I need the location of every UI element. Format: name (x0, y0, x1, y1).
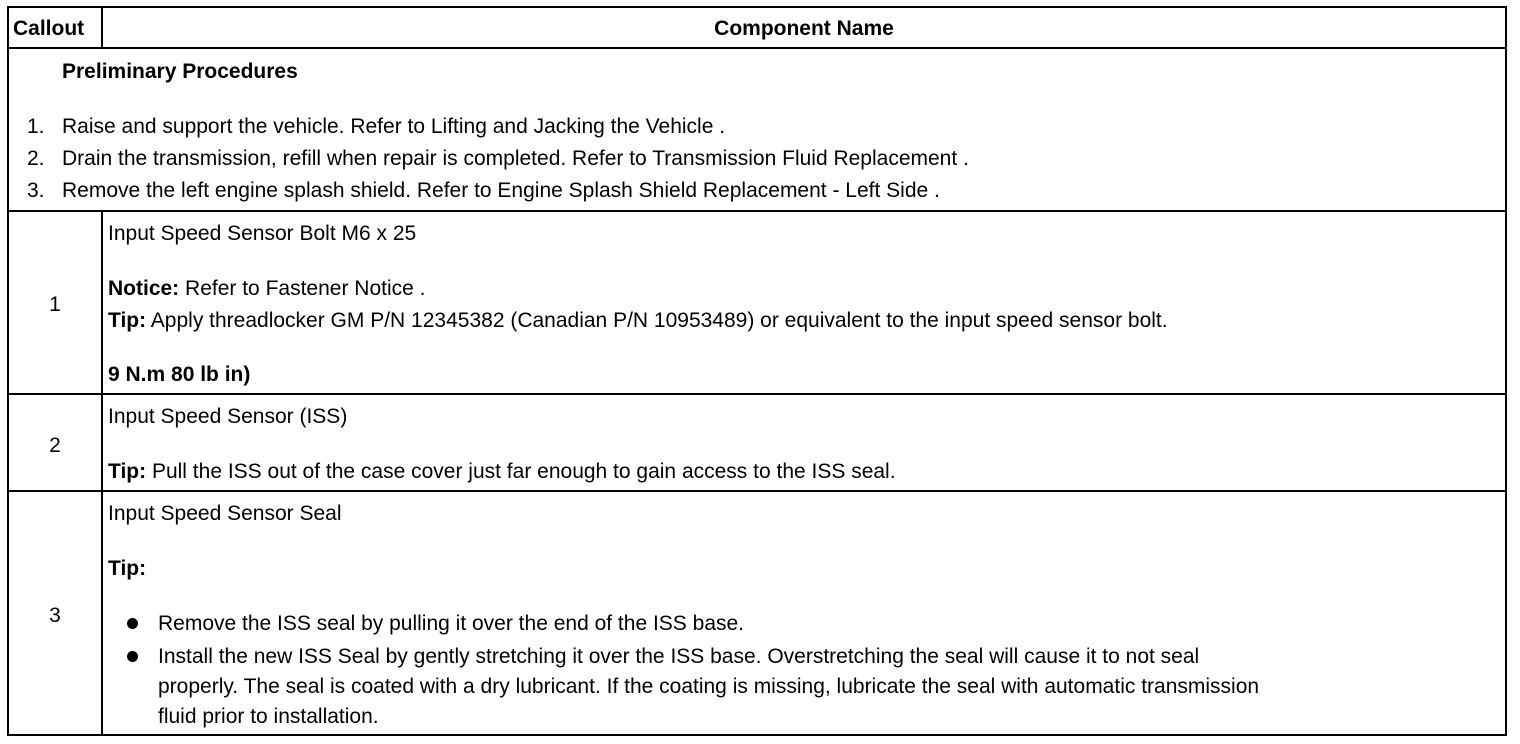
header-callout: Callout (13, 17, 85, 40)
bullet-text: properly. The seal is coated with a dry lubricant. If the coating is missing, lubricate the seal with automatic transmission (158, 675, 1260, 698)
callout-number: 2 (49, 434, 61, 457)
step-text: Raise and support the vehicle. Refer to Lifting and Jacking the Vehicle . (62, 115, 726, 138)
preliminary-title: Preliminary Procedures (62, 60, 298, 83)
component-name: Input Speed Sensor (ISS) (108, 405, 348, 428)
bullet-text: fluid prior to installation. (158, 705, 379, 728)
header-component-name: Component Name (714, 17, 894, 40)
tip-line (108, 461, 896, 482)
tip-label: Tip: (108, 460, 147, 483)
callout-number: 1 (49, 293, 61, 316)
bullet-text: Remove the ISS seal by pulling it over the end of the ISS base. (158, 612, 745, 635)
component-name: Input Speed Sensor Bolt M6 x 25 (108, 222, 417, 245)
tip-text: Apply threadlocker GM P/N 12345382 (Canadian P/N 10953489) or equivalent to the input speed sensor bolt. (150, 309, 1168, 332)
tip-label: Tip: (108, 309, 147, 332)
column-divider (101, 210, 103, 736)
bullet-icon (127, 651, 138, 662)
row-divider (7, 490, 1507, 492)
step-number: 3. (27, 179, 45, 202)
torque-spec: 9 N.m 80 lb in) (108, 363, 251, 386)
notice-label: Notice: (108, 277, 180, 300)
row-divider (7, 393, 1507, 395)
notice-line (108, 278, 425, 299)
step-number: 2. (27, 147, 45, 170)
bullet-icon (127, 618, 138, 629)
tip-line (108, 310, 1168, 331)
row-divider (7, 210, 1507, 212)
step-text: Drain the transmission, refill when repair is completed. Refer to Transmission Fluid Replacement . (62, 147, 969, 170)
tip-label: Tip: (108, 557, 147, 580)
step-number: 1. (27, 115, 45, 138)
bullet-text: Install the new ISS Seal by gently stretching it over the ISS base. Overstretching the seal will cause it to not seal (158, 645, 1200, 668)
tip-text: Pull the ISS out of the case cover just far enough to gain access to the ISS seal. (151, 460, 896, 483)
step-text: Remove the left engine splash shield. Refer to Engine Splash Shield Replacement - Left Side . (62, 179, 940, 202)
callout-number: 3 (49, 604, 61, 627)
notice-text: Refer to Fastener Notice . (185, 277, 426, 300)
component-name: Input Speed Sensor Seal (108, 502, 342, 525)
header-divider (7, 47, 1507, 49)
